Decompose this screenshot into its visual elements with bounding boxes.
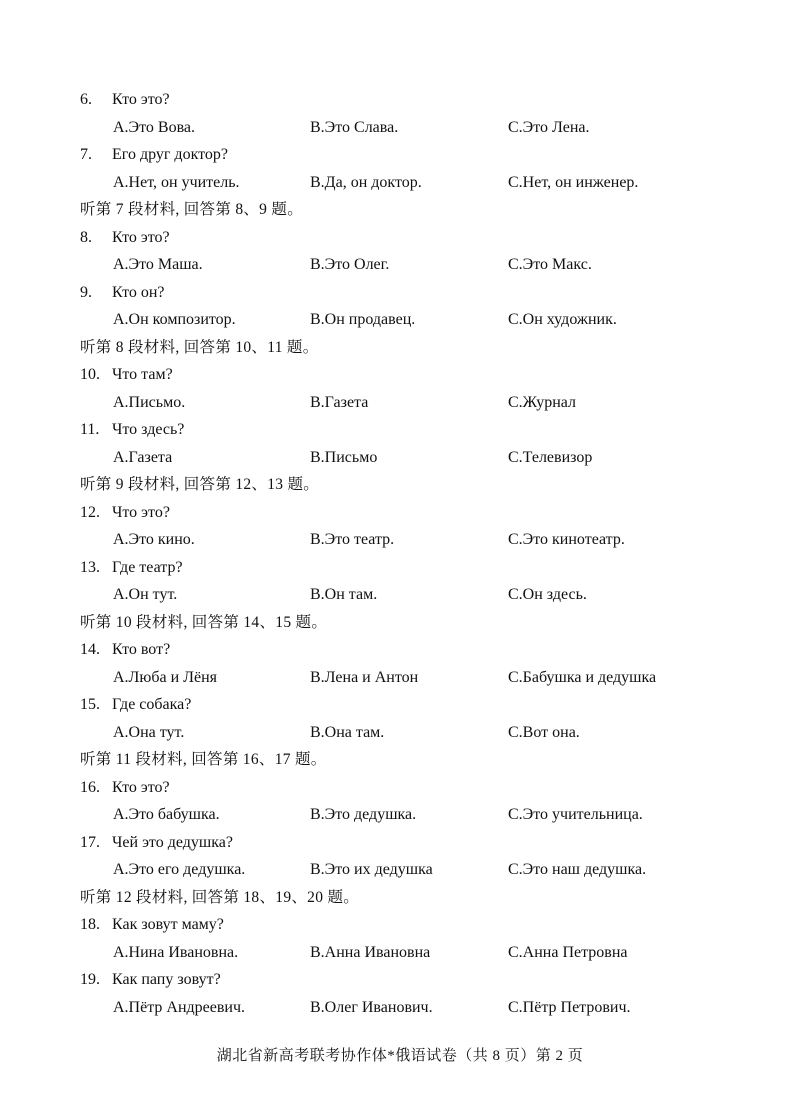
question xyxy=(80,966,720,994)
page-footer: 湖北省新高考联考协作体*俄语试卷（共 8 页）第 2 页 xyxy=(216,1048,584,1064)
option-c: C.Пётр Петрович. xyxy=(508,998,631,1016)
option-c: C.Это учительница. xyxy=(508,806,643,823)
option-c: C.Вот она. xyxy=(508,723,580,741)
question xyxy=(80,829,720,857)
question-text: Что здесь? xyxy=(112,421,185,438)
option-a: А.Газета xyxy=(113,448,173,466)
option-a: А.Нет, он учитель. xyxy=(113,173,240,191)
option-b: B.Анна Ивановна xyxy=(310,943,431,961)
answer-options xyxy=(80,251,720,279)
option-c: C.Он здесь. xyxy=(508,586,587,603)
option-b: B.Это Олег. xyxy=(310,256,390,273)
question-number: 17. xyxy=(80,833,100,851)
section-instruction: 听第 10 段材料, 回答第 14、15 题。 xyxy=(80,613,328,631)
option-c: C.Бабушка и дедушка xyxy=(508,668,657,686)
question-text: Кто он? xyxy=(112,283,165,301)
option-b: B.Она там. xyxy=(310,723,385,741)
option-c: C.Журнал xyxy=(508,393,577,411)
option-a: А.Она тут. xyxy=(113,723,185,741)
answer-options xyxy=(80,114,720,142)
option-b: B.Это их дедушка xyxy=(310,861,433,878)
question-number: 10. xyxy=(80,366,100,383)
question-text: Кто это? xyxy=(112,228,170,246)
question-number: 9. xyxy=(80,283,92,301)
option-b: B.Это дедушка. xyxy=(310,806,417,823)
option-c: C.Это наш дедушка. xyxy=(508,861,647,878)
question-number: 15. xyxy=(80,696,100,713)
question-text: Его друг доктор? xyxy=(112,146,229,163)
question xyxy=(80,86,720,114)
question xyxy=(80,911,720,939)
option-b: B.Лена и Антон xyxy=(310,668,419,686)
question xyxy=(80,224,720,252)
section-instruction: 听第 9 段材料, 回答第 12、13 题。 xyxy=(80,476,320,493)
question-number: 14. xyxy=(80,641,100,658)
option-a: А.Это его дедушка. xyxy=(113,861,246,878)
option-c: C.Это кинотеатр. xyxy=(508,531,625,548)
option-a: А.Это бабушка. xyxy=(113,806,220,823)
option-a: А.Нина Ивановна. xyxy=(113,943,239,961)
section-instruction: 听第 12 段材料, 回答第 18、19、20 题。 xyxy=(80,888,360,906)
question-number: 11. xyxy=(80,421,100,438)
question xyxy=(80,361,720,389)
option-b: B.Это Слава. xyxy=(310,118,399,136)
answer-options xyxy=(80,994,720,1022)
answer-options xyxy=(80,306,720,334)
question xyxy=(80,554,720,582)
question-text: Кто это? xyxy=(112,91,170,108)
option-b: B.Да, он доктор. xyxy=(310,173,422,191)
answer-options xyxy=(80,939,720,967)
answer-options xyxy=(80,444,720,472)
question xyxy=(80,499,720,527)
option-c: C.Анна Петровна xyxy=(508,943,628,961)
question-number: 19. xyxy=(80,971,100,988)
question-text: Где собака? xyxy=(112,696,192,713)
question-list xyxy=(80,86,720,1021)
answer-options xyxy=(80,389,720,417)
question xyxy=(80,691,720,719)
question xyxy=(80,774,720,802)
question xyxy=(80,141,720,169)
option-b: B.Он там. xyxy=(310,586,378,603)
question-text: Как папу зовут? xyxy=(112,971,221,988)
option-b: B.Газета xyxy=(310,393,369,411)
answer-options xyxy=(80,664,720,692)
answer-options xyxy=(80,581,720,609)
option-a: А.Это Вова. xyxy=(113,118,196,136)
option-b: B.Письмо xyxy=(310,448,378,466)
question-text: Что там? xyxy=(112,366,173,383)
option-c: C.Он художник. xyxy=(508,311,617,328)
option-c: C.Нет, он инженер. xyxy=(508,173,639,191)
question-number: 6. xyxy=(80,91,92,108)
question xyxy=(80,636,720,664)
answer-options xyxy=(80,169,720,197)
section-instruction: 听第 8 段材料, 回答第 10、11 题。 xyxy=(80,338,319,356)
section-instruction: 听第 11 段材料, 回答第 16、17 题。 xyxy=(80,751,327,768)
option-c: C.Это Лена. xyxy=(508,118,590,136)
option-a: А.Это Маша. xyxy=(113,256,203,273)
option-b: B.Он продавец. xyxy=(310,311,416,328)
question-text: Чей это дедушка? xyxy=(112,833,233,851)
question-number: 18. xyxy=(80,916,100,933)
question xyxy=(80,279,720,307)
option-a: А.Он композитор. xyxy=(113,311,236,328)
question-number: 16. xyxy=(80,778,100,796)
answer-options xyxy=(80,801,720,829)
question-text: Кто вот? xyxy=(112,641,171,658)
question xyxy=(80,416,720,444)
question-text: Что это? xyxy=(112,503,170,521)
answer-options xyxy=(80,719,720,747)
question-text: Как зовут маму? xyxy=(112,916,224,933)
option-a: А.Письмо. xyxy=(113,393,186,411)
answer-options xyxy=(80,526,720,554)
question-number: 12. xyxy=(80,503,100,521)
question-text: Где театр? xyxy=(112,558,183,576)
answer-options xyxy=(80,856,720,884)
option-b: B.Олег Иванович. xyxy=(310,998,433,1016)
option-c: C.Это Макс. xyxy=(508,256,592,273)
option-a: А.Пётр Андреевич. xyxy=(113,998,246,1016)
question-number: 13. xyxy=(80,558,100,576)
option-a: А.Люба и Лёня xyxy=(113,668,218,686)
option-c: C.Телевизор xyxy=(508,448,593,466)
question-text: Кто это? xyxy=(112,778,170,796)
option-b: B.Это театр. xyxy=(310,531,395,548)
question-number: 7. xyxy=(80,146,92,163)
section-instruction: 听第 7 段材料, 回答第 8、9 题。 xyxy=(80,201,304,218)
question-number: 8. xyxy=(80,228,92,246)
option-a: А.Он тут. xyxy=(113,586,178,603)
option-a: А.Это кино. xyxy=(113,531,195,548)
